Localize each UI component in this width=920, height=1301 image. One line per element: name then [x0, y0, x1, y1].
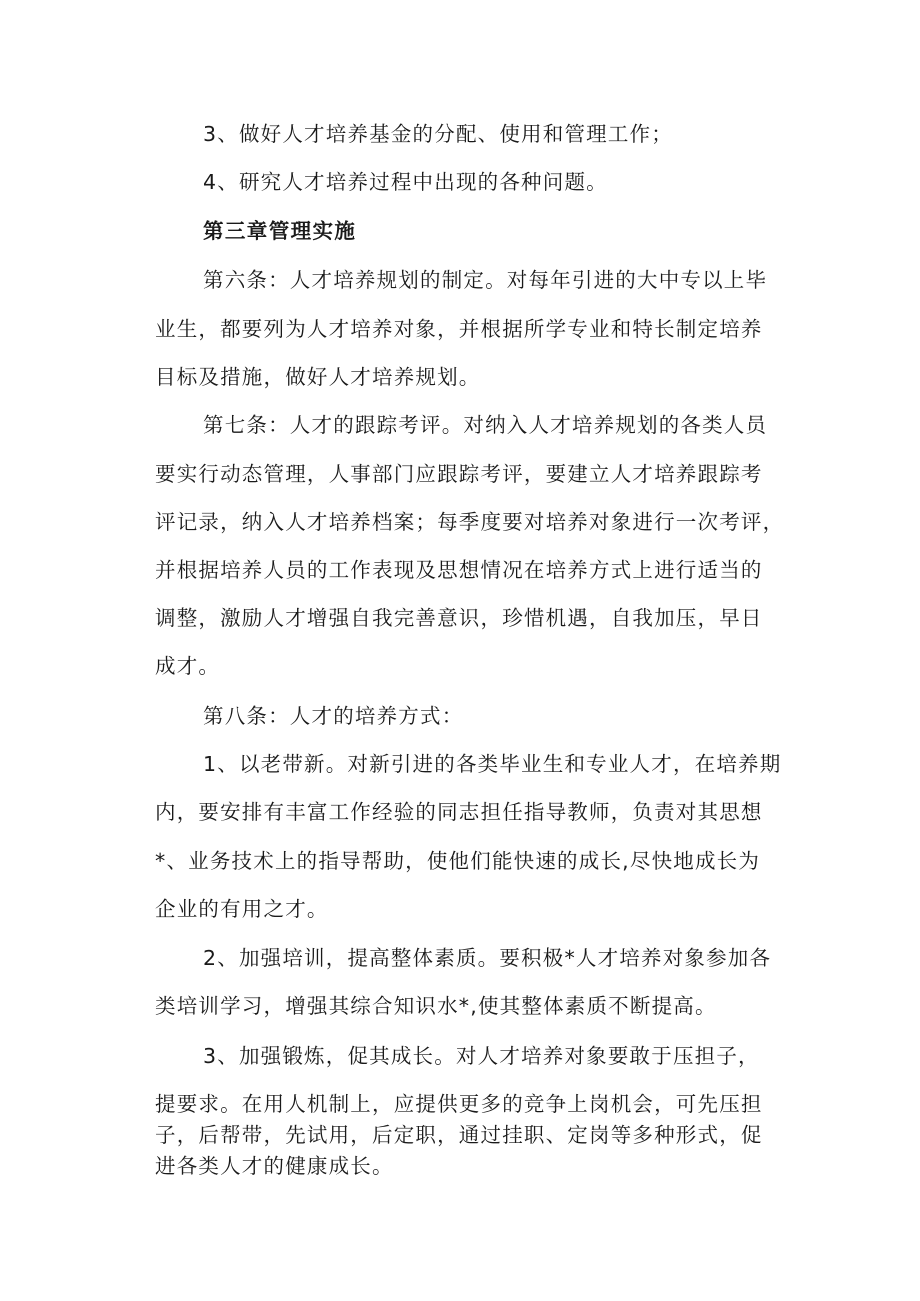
article7-line: 成才。	[155, 654, 221, 678]
article7-line: 调整，激励人才增强自我完善意识，珍惜机遇，自我加压，早日	[155, 606, 763, 630]
method3-line: 提要求。在用人机制上，应提供更多的竞争上岗机会，可先压担	[155, 1092, 763, 1116]
method3-line: 子，后帮带，先试用，后定职，通过挂职、定岗等多种形式，促	[155, 1123, 763, 1147]
article8-heading: 第八条：人才的培养方式：	[203, 704, 464, 728]
method1-line: 1、以老带新。对新引进的各类毕业生和专业人才，在培养期	[203, 752, 782, 776]
method2-line: 类培训学习，增强其综合知识水*,使其整体素质不断提高。	[155, 994, 717, 1018]
method1-line: *、业务技术上的指导帮助，使他们能快速的成长,尽快地成长为	[155, 849, 761, 873]
method3-line: 3、加强锻炼，促其成长。对人才培养对象要敢于压担子，	[203, 1044, 760, 1068]
method1-line: 内，要安排有丰富工作经验的同志担任指导教师，负责对其思想	[155, 800, 763, 824]
chapter-heading: 第三章管理实施	[203, 219, 357, 243]
article7-line: 并根据培养人员的工作表现及思想情况在培养方式上进行适当的	[155, 558, 763, 582]
article6-line: 业生，都要列为人才培养对象，并根据所学专业和特长制定培养	[155, 317, 763, 341]
list-item-3: 3、做好人才培养基金的分配、使用和管理工作；	[203, 122, 673, 146]
article6-line: 第六条：人才培养规划的制定。对每年引进的大中专以上毕	[203, 268, 768, 292]
article6-line: 目标及措施，做好人才培养规划。	[155, 365, 481, 389]
method3-line: 进各类人才的健康成长。	[155, 1154, 394, 1178]
method1-line: 企业的有用之才。	[155, 897, 329, 921]
article7-line: 要实行动态管理，人事部门应跟踪考评，要建立人才培养跟踪考	[155, 462, 763, 486]
method2-line: 2、加强培训，提高整体素质。要积极*人才培养对象参加各	[203, 946, 772, 970]
list-item-4: 4、研究人才培养过程中出现的各种问题。	[203, 170, 608, 194]
article7-line: 第七条：人才的跟踪考评。对纳入人才培养规划的各类人员	[203, 413, 768, 437]
article7-line: 评记录，纳入人才培养档案；每季度要对培养对象进行一次考评，	[155, 510, 785, 534]
